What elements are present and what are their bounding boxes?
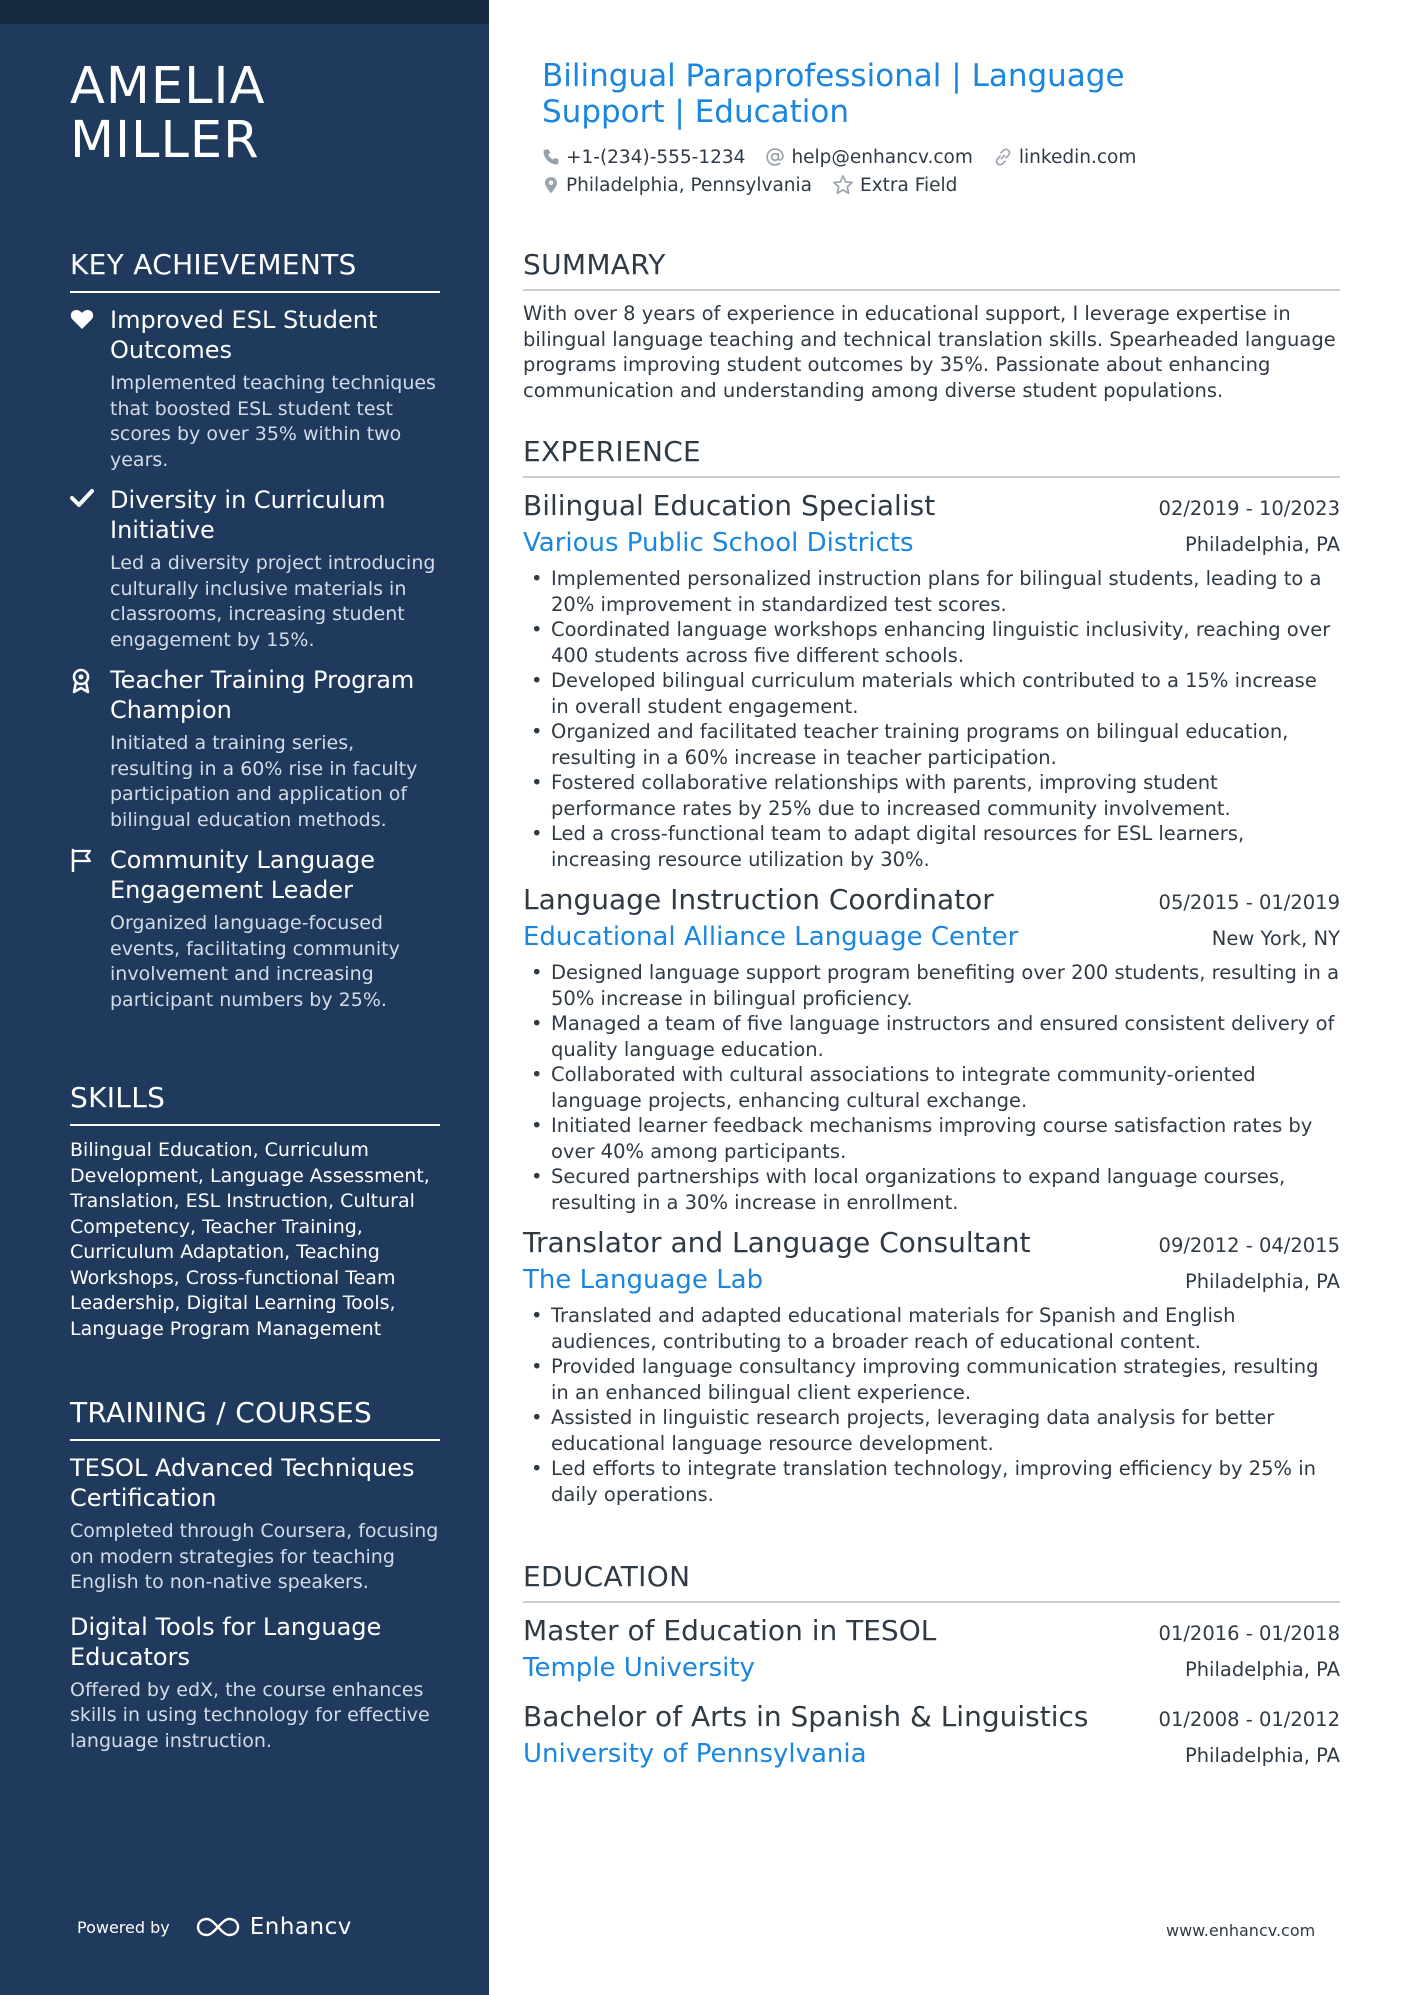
school-location: Philadelphia, PA	[1184, 1744, 1340, 1767]
job-bullets	[523, 960, 1340, 1215]
achievements-section	[70, 248, 440, 1025]
course-title: Digital Tools for Language Educators	[70, 1612, 382, 1671]
job-bullet: • Collaborated with cultural associations to integrate community-oriented language projects, enhancing cultural exchange.	[523, 1062, 1340, 1113]
achievement-title: Community Language Engagement Leader	[110, 846, 375, 904]
job-location: Philadelphia, PA	[1184, 1270, 1340, 1293]
achievement-title: Improved ESL Student Outcomes	[110, 306, 378, 364]
job-entry	[523, 1225, 1340, 1507]
achievement-desc: Initiated a training series, resulting in a 60% rise in faculty participation and application of bilingual education methods.	[110, 732, 418, 831]
job-location: New York, NY	[1211, 927, 1340, 950]
job-bullets	[523, 1303, 1340, 1507]
contact-email[interactable]	[765, 147, 972, 168]
courses-heading: TRAINING / COURSES	[70, 1396, 440, 1441]
school-name: University of Pennsylvania	[523, 1739, 867, 1769]
school-location: Philadelphia, PA	[1184, 1658, 1340, 1681]
location-pin-icon	[542, 175, 560, 195]
extra-text: Extra Field	[860, 174, 958, 196]
course-desc: Completed through Coursera, focusing on modern strategies for teaching English to non-native speakers.	[70, 1520, 439, 1593]
education-entry	[523, 1699, 1340, 1771]
skills-heading: SKILLS	[70, 1081, 440, 1126]
powered-by	[77, 1914, 352, 1940]
link-icon	[993, 147, 1013, 167]
experience-heading: EXPERIENCE	[523, 435, 1340, 478]
school-name: Temple University	[523, 1653, 755, 1683]
job-bullets	[523, 566, 1340, 872]
job-bullet: • Designed language support program benefiting over 200 students, resulting in a 50% increase in bilingual proficiency.	[523, 960, 1340, 1011]
achievements-heading: KEY ACHIEVEMENTS	[70, 248, 440, 293]
star-icon	[832, 174, 854, 196]
summary-section	[523, 248, 1340, 403]
education-section	[523, 1560, 1340, 1785]
achievement-item	[70, 665, 440, 833]
job-entry	[523, 882, 1340, 1215]
degree-title: Master of Education in TESOL	[523, 1614, 937, 1647]
job-bullet: • Managed a team of five language instructors and ensured consistent delivery of quality language education.	[523, 1011, 1340, 1062]
contact-phone[interactable]	[542, 147, 745, 168]
job-bullet: • Assisted in linguistic research projects, leveraging data analysis for better educational language resource development.	[523, 1405, 1340, 1456]
education-entry	[523, 1613, 1340, 1685]
contact-linkedin[interactable]	[993, 147, 1136, 168]
brand-logo[interactable]	[196, 1914, 352, 1940]
degree-dates: 01/2016 - 01/2018	[1158, 1622, 1340, 1645]
linkedin-text: linkedin.com	[1018, 146, 1137, 168]
contact-location	[542, 175, 812, 196]
job-dates: 09/2012 - 04/2015	[1158, 1234, 1340, 1257]
job-bullet: • Secured partnerships with local organizations to expand language courses, resulting in a 30% increase in enrollment.	[523, 1164, 1340, 1215]
phone-text: +1-(234)-555-1234	[566, 146, 746, 168]
sidebar-top-strip	[0, 0, 489, 24]
footer-site-link[interactable]: www.enhancv.com	[1166, 1921, 1316, 1940]
first-name: AMELIA	[70, 57, 266, 116]
course-title: TESOL Advanced Techniques Certification	[70, 1454, 415, 1512]
job-bullet: • Implemented personalized instruction plans for bilingual students, leading to a 20% improvement in standardized test scores.	[523, 566, 1340, 617]
brand-name: Enhancv	[249, 1914, 352, 1940]
job-bullet: • Initiated learner feedback mechanisms improving course satisfaction rates by over 40% among participants.	[523, 1113, 1340, 1164]
job-bullet: • Developed bilingual curriculum materials which contributed to a 15% increase in overall student engagement.	[523, 668, 1340, 719]
job-bullet: • Led efforts to integrate translation technology, improving efficiency by 25% in daily operations.	[523, 1456, 1340, 1507]
powered-by-label: Powered by	[77, 1917, 170, 1937]
achievement-title: Diversity in Curriculum Initiative	[110, 486, 386, 544]
contact-info	[542, 147, 1342, 203]
degree-dates: 01/2008 - 01/2012	[1158, 1708, 1340, 1731]
enhancv-logo-icon	[196, 1916, 240, 1938]
email-text: help@enhancv.com	[791, 146, 973, 168]
job-bullet: • Organized and facilitated teacher training programs on bilingual education, resulting in a 60% increase in teacher participation.	[523, 719, 1340, 770]
job-location: Philadelphia, PA	[1184, 533, 1340, 556]
at-icon	[765, 147, 785, 167]
last-name: MILLER	[70, 111, 260, 170]
courses-section	[70, 1396, 440, 1770]
job-title: Bilingual Education Specialist	[523, 489, 936, 522]
heart-icon	[70, 308, 98, 336]
achievement-item	[70, 305, 440, 473]
phone-icon	[542, 148, 560, 166]
job-bullet: • Translated and adapted educational materials for Spanish and English audiences, contributing to a broader reach of educational content.	[523, 1303, 1340, 1354]
job-company: Educational Alliance Language Center	[523, 922, 1019, 952]
summary-text: With over 8 years of experience in educational support, I leverage expertise in bilingual language teaching and technical translation skills. Spearheaded language programs improving student outcomes by 35%. Passionate about enhancing communication and understanding among diverse student populations.	[523, 302, 1336, 402]
job-dates: 05/2015 - 01/2019	[1158, 891, 1340, 914]
skills-section	[70, 1081, 440, 1342]
achievement-desc: Organized language-focused events, facilitating community involvement and increasing participant numbers by 25%.	[110, 912, 400, 1011]
job-dates: 02/2019 - 10/2023	[1158, 497, 1340, 520]
job-bullet: • Coordinated language workshops enhancing linguistic inclusivity, reaching over 400 students across five different schools.	[523, 617, 1340, 668]
flag-icon	[70, 848, 98, 876]
headline: Bilingual Paraprofessional | Language Support | Education	[542, 58, 1125, 130]
job-bullet: • Fostered collaborative relationships with parents, improving student performance rates by 25% due to increased community involvement.	[523, 770, 1340, 821]
job-bullet: • Provided language consultancy improving communication strategies, resulting in an enhanced bilingual client experience.	[523, 1354, 1340, 1405]
experience-section	[523, 435, 1340, 1517]
achievement-item	[70, 845, 440, 1013]
summary-heading: SUMMARY	[523, 248, 1340, 291]
job-entry	[523, 488, 1340, 872]
achievement-item	[70, 485, 440, 653]
course-item	[70, 1453, 440, 1596]
check-icon	[70, 488, 98, 516]
course-item	[70, 1612, 440, 1755]
sidebar	[0, 0, 489, 1995]
contact-extra	[832, 174, 957, 196]
award-icon	[70, 668, 98, 696]
degree-title: Bachelor of Arts in Spanish & Linguistics	[523, 1700, 1089, 1733]
achievement-title: Teacher Training Program Champion	[110, 666, 415, 724]
achievement-desc: Led a diversity project introducing culturally inclusive materials in classrooms, increasing student engagement by 15%.	[110, 552, 436, 651]
candidate-name	[70, 57, 266, 170]
job-company: The Language Lab	[523, 1265, 764, 1295]
job-bullet: • Led a cross-functional team to adapt digital resources for ESL learners, increasing resource utilization by 30%.	[523, 821, 1340, 872]
skills-list: Bilingual Education, Curriculum Development, Language Assessment, Translation, ESL Instruction, Cultural Competency, Teacher Training, Curriculum Adaptation, Teaching Workshops, Cross-functional Team Leadership, Digital Learning Tools, Language Program Management	[70, 1139, 430, 1340]
job-title: Language Instruction Coordinator	[523, 883, 994, 916]
course-desc: Offered by edX, the course enhances skills in using technology for effective language instruction.	[70, 1678, 430, 1752]
job-company: Various Public School Districts	[523, 528, 914, 558]
education-heading: EDUCATION	[523, 1560, 1340, 1603]
job-title: Translator and Language Consultant	[523, 1226, 1031, 1259]
location-text: Philadelphia, Pennsylvania	[566, 174, 813, 196]
achievement-desc: Implemented teaching techniques that boosted ESL student test scores by over 35% within two years.	[110, 372, 436, 471]
